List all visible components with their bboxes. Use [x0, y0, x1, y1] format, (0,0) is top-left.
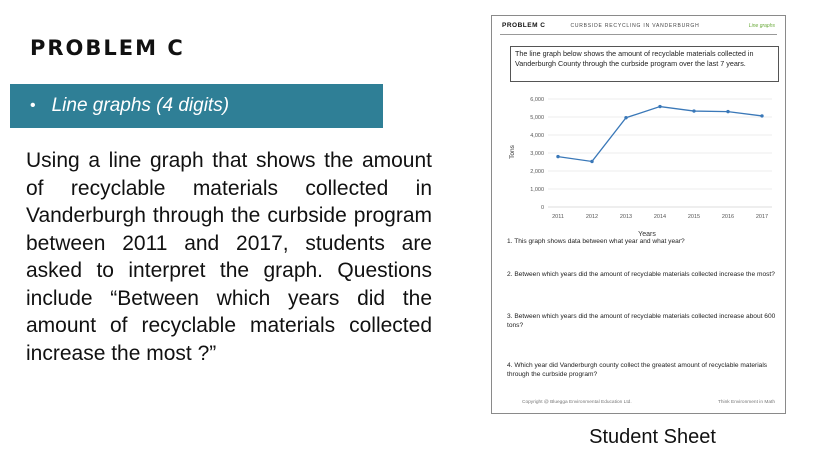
y-tick-label: 6,000 — [530, 97, 544, 103]
problem-description: Using a line graph that shows the amount of recyclable materials collected in Vanderburgh through the curbside program between 2011 and 2017, students are asked to interpret the graph. Questions include “Between which years did the amount of recyclable materials collected increase the most ?” — [26, 149, 432, 365]
y-tick-label: 1,000 — [530, 187, 544, 193]
y-axis-ticks — [530, 97, 544, 211]
data-point — [760, 114, 763, 117]
line-chart — [502, 90, 777, 240]
sheet-header-category: Line graphs — [748, 22, 775, 29]
y-tick-label: 5,000 — [530, 115, 544, 121]
bullet-icon: • — [30, 97, 36, 114]
y-tick-label: 3,000 — [530, 151, 544, 157]
sheet-intro: The line graph below shows the amount of recyclable materials collected in Vanderburgh County through the curbside program over the last 7 years. — [510, 46, 779, 82]
x-axis-label: Years — [638, 231, 656, 238]
data-point — [590, 160, 593, 163]
data-point — [692, 109, 695, 112]
topic-banner — [10, 84, 383, 128]
sheet-header — [500, 22, 777, 35]
x-tick-label: 2016 — [721, 214, 735, 220]
footer-tagline: Think Environment in Math — [717, 400, 775, 405]
x-tick-label: 2014 — [653, 214, 667, 220]
sheet-header-topic: CURBSIDE RECYCLING IN VANDERBURGH — [570, 22, 700, 29]
x-tick-label: 2011 — [552, 214, 564, 220]
copyright-text: Copyright @ Bluegga Environmental Education Ltd. — [522, 400, 632, 405]
x-tick-label: 2017 — [755, 214, 769, 220]
student-sheet — [491, 15, 786, 414]
y-tick-label: 4,000 — [530, 133, 544, 139]
sheet-caption: Student Sheet — [589, 426, 716, 448]
question-3: 3. Between which years did the amount of recyclable materials collected increase about 600 tons? — [507, 313, 776, 329]
problem-title: PROBLEM C — [30, 36, 185, 60]
sheet-header-title: PROBLEM C — [502, 22, 546, 29]
y-tick-label: 0 — [540, 205, 544, 211]
x-tick-label: 2015 — [687, 214, 701, 220]
y-axis-label: Tons — [509, 145, 516, 159]
series-points — [556, 105, 763, 163]
data-point — [624, 116, 627, 119]
x-axis-ticks — [552, 214, 768, 220]
data-point — [726, 110, 729, 113]
x-tick-label: 2013 — [619, 214, 633, 220]
topic-label: Line graphs (4 digits) — [51, 95, 230, 116]
sheet-footer — [522, 400, 775, 408]
data-point — [658, 105, 661, 108]
data-point — [556, 155, 559, 158]
question-2: 2. Between which years did the amount of recyclable materials collected increase the most? — [507, 271, 775, 278]
chart-grid — [548, 99, 772, 207]
question-4: 4. Which year did Vanderburgh county collect the greatest amount of recyclable materials through the curbside program? — [507, 362, 768, 378]
y-tick-label: 2,000 — [530, 169, 544, 175]
x-tick-label: 2012 — [585, 214, 599, 220]
question-1: 1. This graph shows data between what year and what year? — [507, 238, 685, 245]
